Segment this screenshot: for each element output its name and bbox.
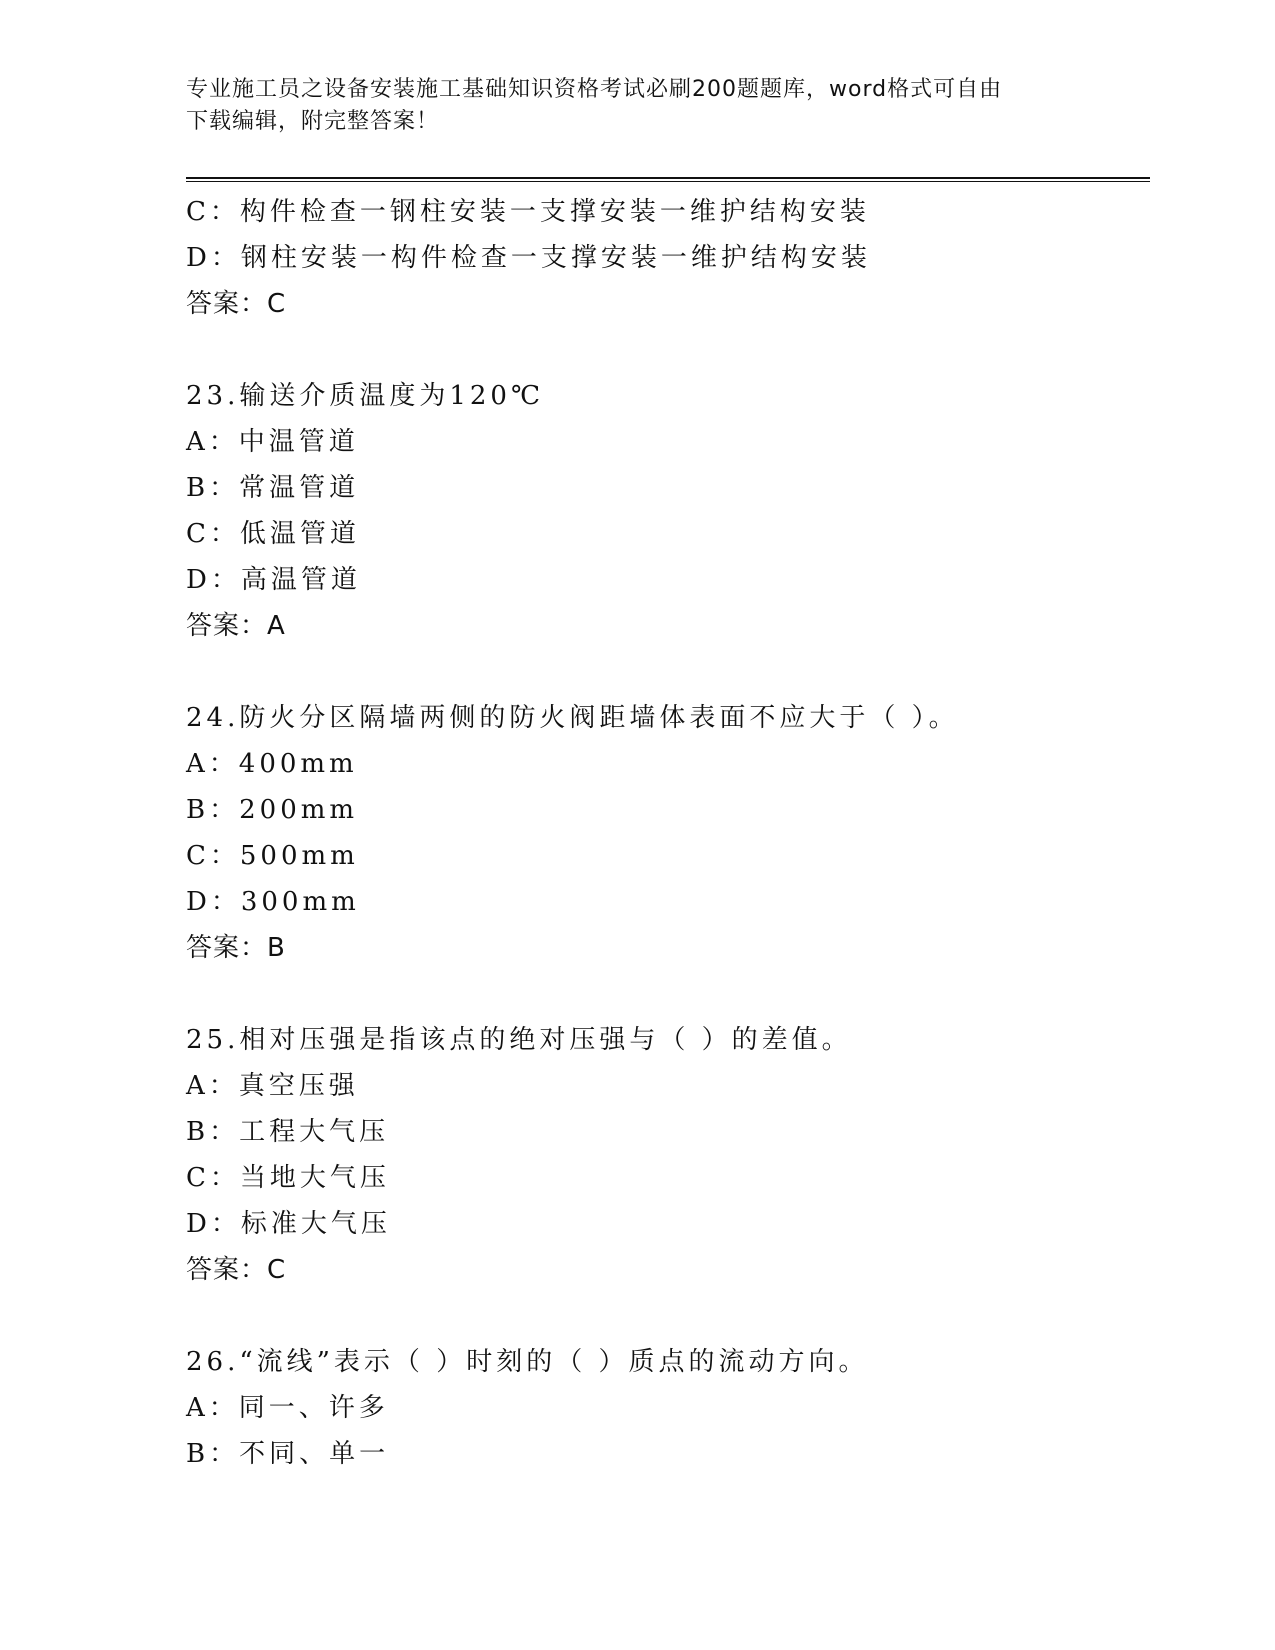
header-divider [186, 177, 1150, 182]
question-26 [186, 1339, 1150, 1477]
option-b: B：常温管道 [186, 473, 360, 503]
option-d: D：300mm [186, 887, 360, 917]
question-stem: 23.输送介质温度为120℃ [186, 381, 545, 411]
question-stem: 26.“流线”表示（ ）时刻的（ ）质点的流动方向。 [186, 1347, 869, 1377]
header-line-2: 下载编辑，附完整答案！ [186, 109, 440, 134]
question-stem: 24.防火分区隔墙两侧的防火阀距墙体表面不应大于（ ）。 [186, 703, 959, 733]
spacer [186, 971, 1150, 1017]
option-d: D：钢柱安装一构件检查一支撑安装一维护结构安装 [186, 243, 871, 273]
option-d: D：高温管道 [186, 565, 361, 595]
option-b: B：200mm [186, 795, 359, 825]
option-a: A：真空压强 [186, 1071, 359, 1101]
option-c: C：构件检查一钢柱安装一支撑安装一维护结构安装 [186, 197, 870, 227]
option-c: C：当地大气压 [186, 1163, 390, 1193]
answer-line: 答案：A [186, 611, 286, 641]
document-header [186, 74, 1086, 138]
question-24 [186, 695, 1150, 971]
header-line-1: 专业施工员之设备安装施工基础知识资格考试必刷200题题库，word格式可自由 [186, 77, 1003, 102]
option-c: C：低温管道 [186, 519, 360, 549]
answer-line: 答案：C [186, 289, 287, 319]
option-b: B：不同、单一 [186, 1439, 390, 1469]
question-list [186, 189, 1150, 1477]
option-d: D：标准大气压 [186, 1209, 391, 1239]
question-stem: 25.相对压强是指该点的绝对压强与（ ）的差值。 [186, 1025, 852, 1055]
answer-line: 答案：B [186, 933, 286, 963]
spacer [186, 649, 1150, 695]
option-b: B：工程大气压 [186, 1117, 390, 1147]
spacer [186, 1293, 1150, 1339]
answer-line: 答案：C [186, 1255, 287, 1285]
question-25 [186, 1017, 1150, 1293]
question-23 [186, 373, 1150, 649]
option-a: A：400mm [186, 749, 358, 779]
option-c: C：500mm [186, 841, 359, 871]
question-22 [186, 189, 1150, 327]
spacer [186, 327, 1150, 373]
option-a: A：同一、许多 [186, 1393, 389, 1423]
option-a: A：中温管道 [186, 427, 359, 457]
